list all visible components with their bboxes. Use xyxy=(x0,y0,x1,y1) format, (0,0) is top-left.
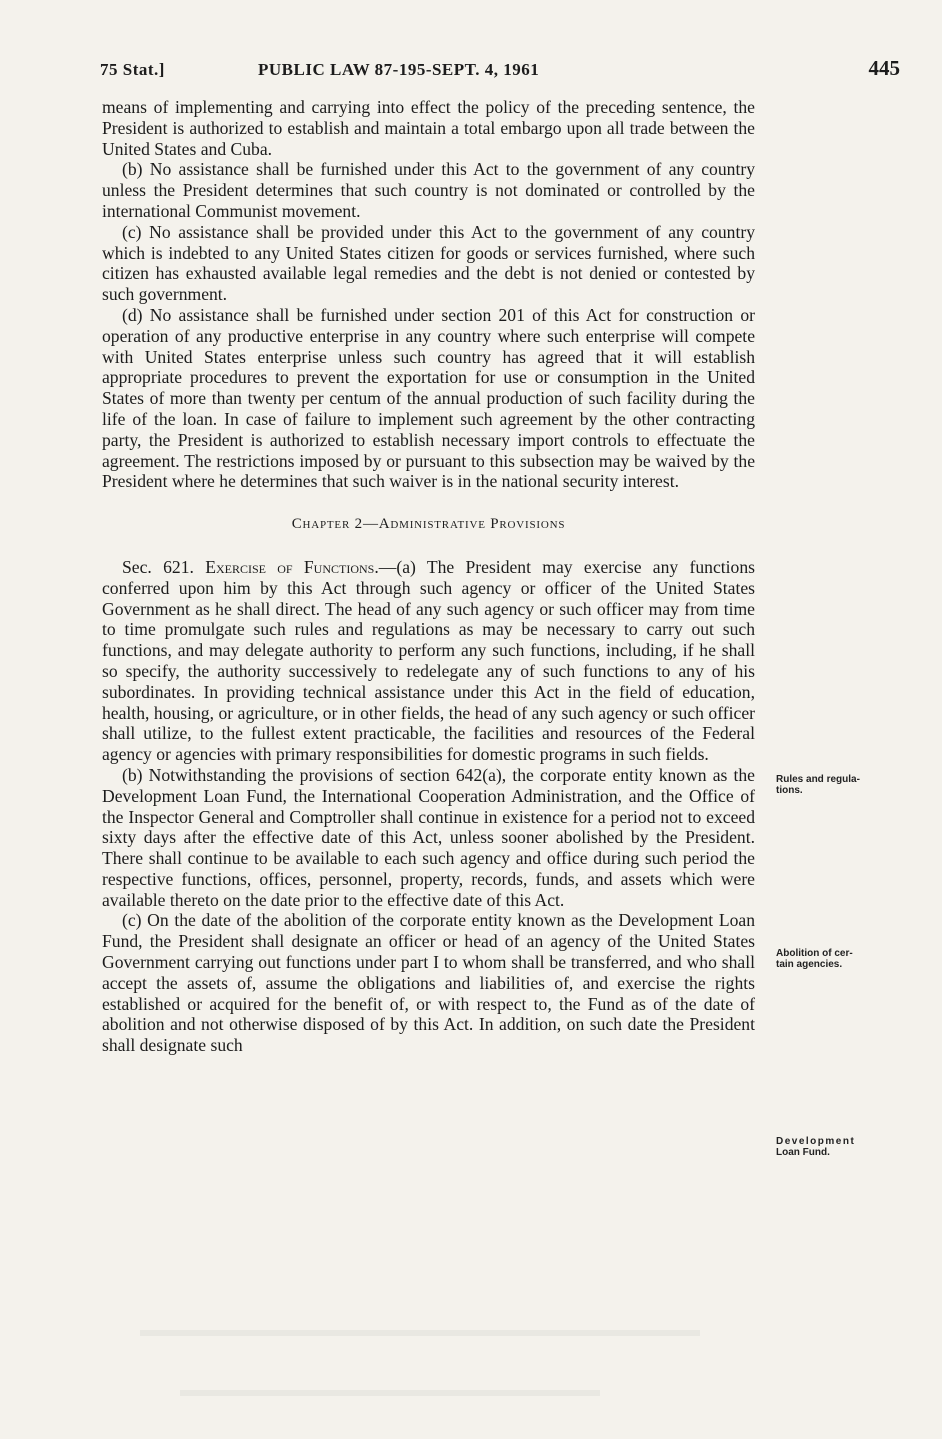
section-621-a-text: —(a) The President may exercise any functions conferred upon him by this Act through such agency or officer of the United States Government as he shall direct. The head of any such agency or such officer may from time to time promulgate such rules and regulations as may be necessary to carry out such functions, and may delegate authority to perform any such functions, including, if he shall so specify, the authority successively to redelegate any of such functions to any of his subordinates. In providing technical assistance under this Act in the field of education, health, housing, or agriculture, or in other fields, the head of any such agency or such officer shall utilize, to the fullest extent practicable, the facilities and resources of the Federal agency or agencies with primary responsibilities for domestic programs in such fields. xyxy=(102,556,755,765)
margin-note-line: Loan Fund. xyxy=(776,1147,830,1158)
statute-volume: 75 Stat.] xyxy=(100,60,165,79)
margin-note-abolition xyxy=(776,948,906,970)
section-caption: Exercise of Functions. xyxy=(205,556,379,577)
margin-note-development xyxy=(776,1136,906,1158)
paragraph-section-621-b: (b) Notwithstanding the provisions of section 642(a), the corporate entity known as the Development Loan Fund, the International Cooperation Administration, and the Office of the Inspector General and Comptroller shall continue in existence for a period not to exceed sixty days after the effective date of this Act, unless sooner abolished by the President. There shall continue to be available to each such agency and office during such period the respective functions, offices, personnel, property, records, funds, and assets which were available thereto on the date prior to the effective date of this Act. xyxy=(102,764,755,910)
margin-note-line: Abolition of cer- xyxy=(776,948,853,959)
bleed-through-shadow xyxy=(140,1330,700,1336)
margin-note-line: tions. xyxy=(776,785,803,796)
paragraph-subsection-c: (c) No assistance shall be provided under this Act to the government of any country which is indebted to any United States citizen for goods or services furnished, where such citizen has exhausted available legal remedies and the debt is not denied or contested by such government. xyxy=(102,221,755,305)
body-text xyxy=(102,97,755,1056)
paragraph-subsection-b: (b) No assistance shall be furnished under this Act to the government of any country unless the President determines that such country is not dominated or controlled by the international Communist movement. xyxy=(102,159,755,221)
page-number: 445 xyxy=(868,56,900,80)
paragraph-section-621-c: (c) On the date of the abolition of the corporate entity known as the Development Loan Fund, the President shall designate an officer or head of an agency of the United States Government carrying out functions under part I to whom shall be transferred, and who shall accept the assets of, assume the obligations and liabilities of, and exercise the rights established or acquired for the benefit of, or with respect to, the Fund as of the date of abolition and not otherwise disposed of by this Act. In addition, on such date the President shall designate such xyxy=(102,910,755,1056)
margin-note-rules xyxy=(776,774,906,796)
paragraph-subsection-d: (d) No assistance shall be furnished under section 201 of this Act for construction or operation of any productive enterprise in any country where such enterprise will compete with United States enterprise unless such country has agreed that it will establish appropriate procedures to prevent the exportation for use or consumption in the United States of more than twenty per centum of the annual production of such facility during the life of the loan. In case of failure to implement such agreement by the other contracting party, the President is authorized to establish necessary import controls to effectuate the agreement. The restrictions imposed by or pursuant to this subsection may be waived by the President where he determines that such waiver is in the national security interest. xyxy=(102,304,755,492)
bleed-through-shadow xyxy=(180,1390,600,1396)
paragraph-section-621-a xyxy=(102,557,755,765)
public-law-title: PUBLIC LAW 87-195-SEPT. 4, 1961 xyxy=(258,60,540,79)
section-number: Sec. 621. xyxy=(122,556,206,577)
margin-note-line: tain agencies. xyxy=(776,959,843,970)
chapter-heading: Chapter 2—Administrative Provisions xyxy=(291,516,566,533)
margin-note-line: Rules and regula- xyxy=(776,774,860,785)
running-header xyxy=(100,56,900,82)
paragraph-continuation: means of implementing and carrying into effect the policy of the preceding sentence, the President is authorized to establish and maintain a total embargo upon all trade between the United States and Cuba. xyxy=(102,97,755,159)
margin-note-line: Development xyxy=(776,1136,856,1147)
